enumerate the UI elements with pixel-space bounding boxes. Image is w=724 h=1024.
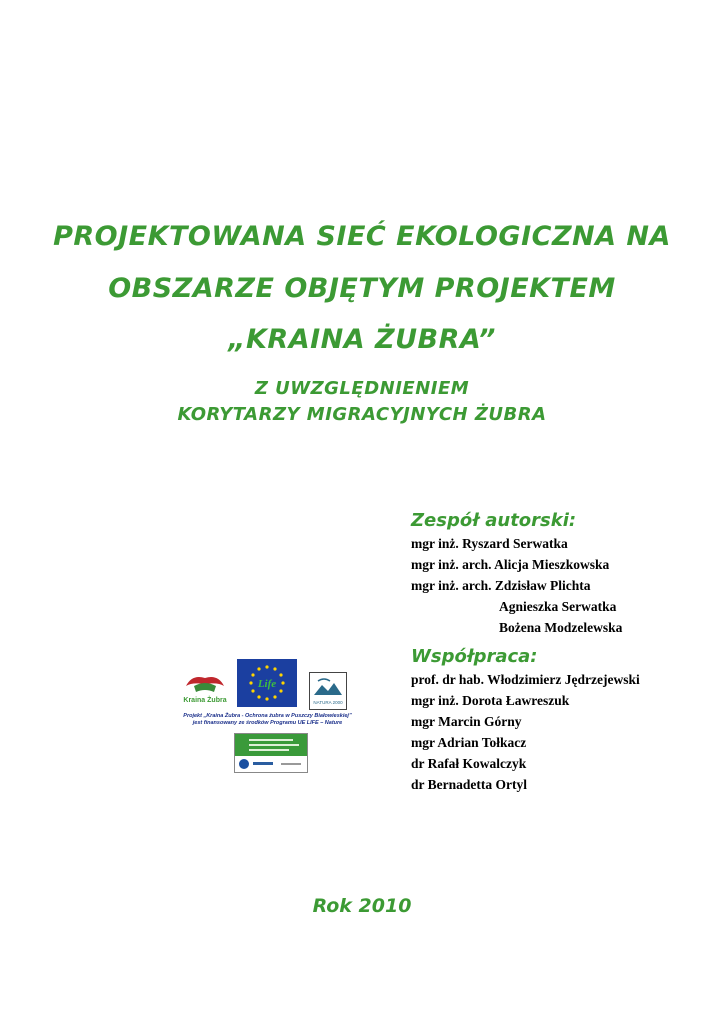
authors-list [411, 533, 711, 638]
collaborator-name: dr Bernadetta Ortyl [411, 777, 527, 792]
nfos-fund-logo [234, 733, 308, 773]
author-name: mgr inż. arch. Alicja Mieszkowska [411, 557, 610, 572]
title-line-3: „KRAINA ŻUBRA” [228, 324, 496, 355]
collaborator-name: mgr Marcin Górny [411, 714, 522, 729]
authors-heading: Zespół autorski: [411, 510, 577, 531]
title-line-2: OBSZARZE OBJĘTYM PROJEKTEM [108, 273, 616, 304]
kraina-zubra-logo [180, 670, 230, 710]
natura-2000-logo [309, 672, 347, 710]
life-logo-text: Life [257, 678, 277, 690]
author-name: Bożena Modzelewska [499, 620, 623, 635]
collaborator-name: mgr inż. Dorota Ławreszuk [411, 693, 570, 708]
funding-caption [170, 713, 365, 727]
eu-life-logo [237, 659, 297, 707]
natura-logo-text: NATURA 2000 [313, 700, 343, 705]
authors-section [411, 509, 711, 638]
subtitle-line-2: KORYTARZY MIGRACYJNYCH ŻUBRA [177, 404, 547, 425]
caption-line-2: jest finansowany ze środków Programu UE LIFE – Nature [192, 720, 343, 726]
caption-line-1: Projekt „Kraina Żubra - Ochrona żubra w Puszczy Białowieskiej” [183, 713, 352, 719]
collaboration-heading: Współpraca: [411, 646, 538, 667]
year-label: Rok 2010 [312, 895, 412, 917]
collaborator-name: mgr Adrian Tołkacz [411, 735, 527, 750]
subtitle-line-1: Z UWZGLĘDNIENIEM [254, 378, 470, 399]
fund-logo-emblem [239, 759, 249, 769]
collaboration-section [411, 645, 711, 795]
title-line-1: PROJEKTOWANA SIEĆ EKOLOGICZNA NA [53, 221, 671, 252]
collaboration-list [411, 669, 711, 795]
author-name: mgr inż. arch. Zdzisław Plichta [411, 578, 591, 593]
author-name: Agnieszka Serwatka [499, 599, 617, 614]
author-name: mgr inż. Ryszard Serwatka [411, 536, 568, 551]
collaborator-name: prof. dr hab. Włodzimierz Jędrzejewski [411, 672, 640, 687]
kraina-logo-text: Kraina Żubra [183, 697, 227, 704]
collaborator-name: dr Rafał Kowalczyk [411, 756, 527, 771]
